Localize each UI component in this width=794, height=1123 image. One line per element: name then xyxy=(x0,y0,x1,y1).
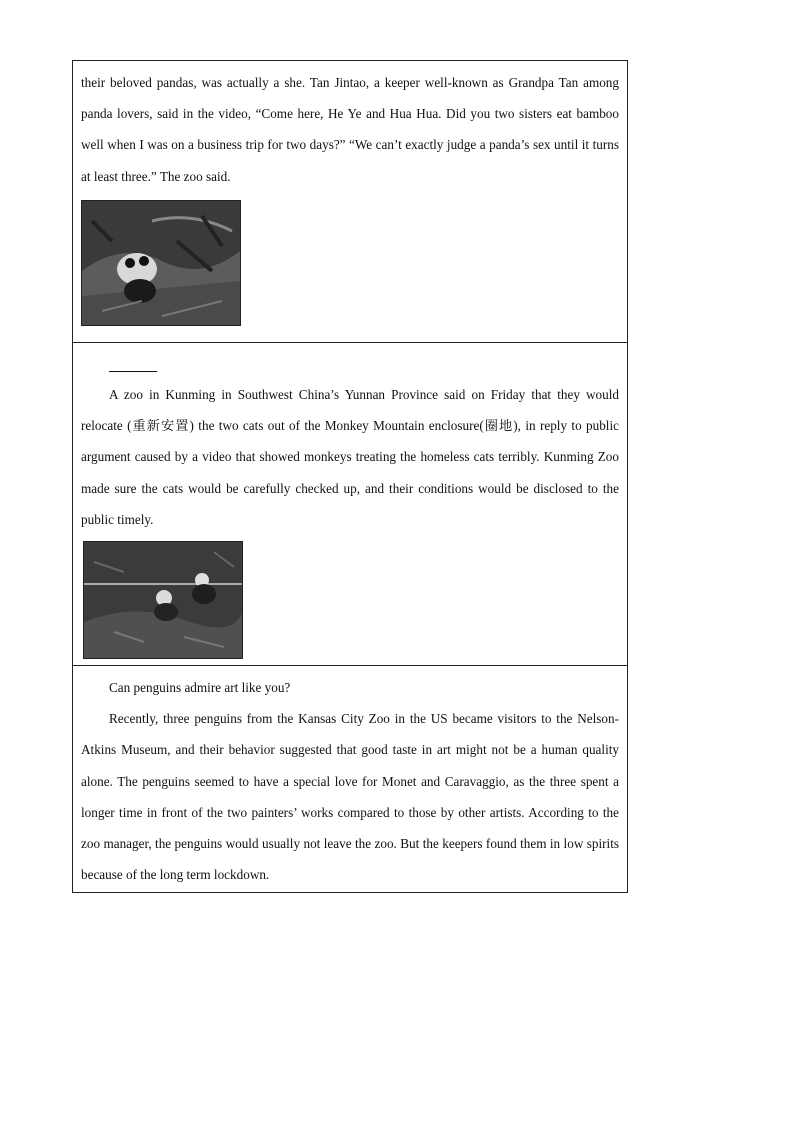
article-cell-penguins xyxy=(73,666,627,892)
penguins-paragraph: Recently, three penguins from the Kansas City Zoo in the US became visitors to the Nelson-Atkins Museum, and their behavior suggested that good taste in art might not be a human quality alone. The penguins seemed to have a special love for Monet and Caravaggio, as the three spent a longer time in front of the two painters’ works compared to those by other artists. According to the zoo manager, the penguins would usually not leave the zoo. But the keepers found them in low spirits because of the long term lockdown. xyxy=(81,711,619,883)
pandas-paragraph: their beloved pandas, was actually a she. Tan Jintao, a keeper well-known as Grandpa Tan among panda lovers, said in the video, “Come here, He Ye and Hua Hua. Did you two sisters eat bamboo well when I was on a business trip for two days?” “We can’t exactly judge a panda’s sex until it turns at least three.” The zoo said. xyxy=(81,75,619,184)
article-cell-pandas xyxy=(73,61,627,343)
monkeys-and-cats-photo xyxy=(83,541,243,659)
cats-paragraph: A zoo in Kunming in Southwest China’s Yunnan Province said on Friday that they would relocate (重新安置) the two cats out of the Monkey Mountain enclosure(圈地), in reply to public argument caused by a video that showed monkeys treating the homeless cats terribly. Kunming Zoo made sure the cats would be carefully checked up, and their conditions would be disclosed to the public timely. xyxy=(81,387,619,527)
article-table xyxy=(72,60,628,893)
penguins-title: Can penguins admire art like you? xyxy=(109,680,291,695)
article-cell-cats xyxy=(73,343,627,666)
answer-blank xyxy=(81,357,619,375)
panda-photo xyxy=(81,200,241,326)
